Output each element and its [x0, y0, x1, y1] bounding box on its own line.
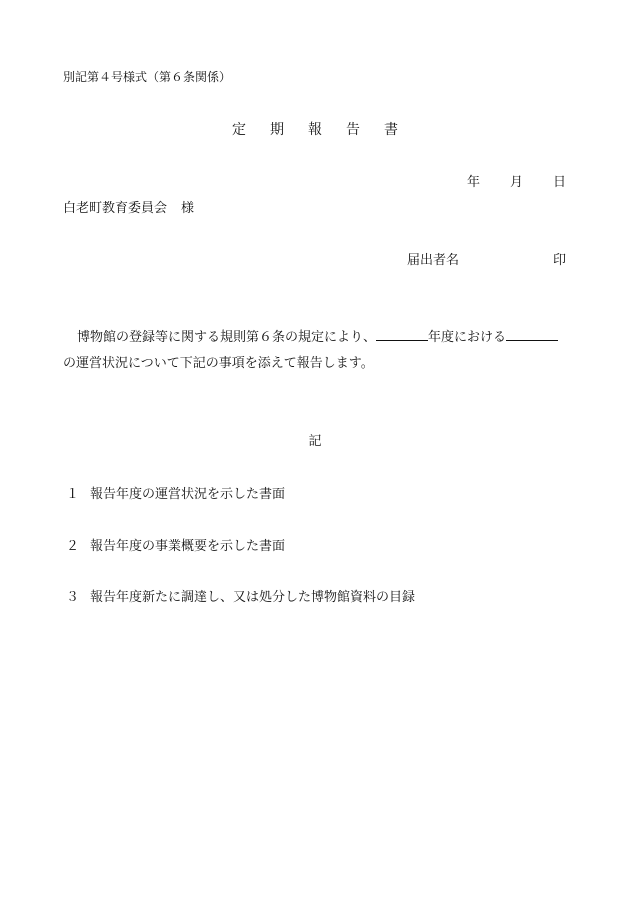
body-line-1 — [63, 325, 568, 351]
item-number: ３ — [66, 590, 80, 605]
date-row — [467, 171, 566, 190]
addressee-honorific: 様 — [181, 201, 195, 216]
body-text-part1: 博物館の登録等に関する規則第６条の規定により、 — [77, 330, 377, 345]
seal-label: 印 — [552, 253, 566, 268]
applicant-row — [407, 249, 566, 268]
item-text: 報告年度新たに調達し、又は処分した博物館資料の目録 — [90, 590, 416, 605]
title-char: 期 — [270, 122, 284, 138]
body-line-2: の運営状況について下記の事項を添えて報告します。 — [63, 356, 374, 371]
document-title — [0, 119, 630, 139]
museum-name-blank — [506, 328, 558, 341]
addressee — [63, 197, 194, 216]
form-label: 別記第４号様式（第６条関係） — [63, 70, 232, 84]
item-text: 報告年度の運営状況を示した書面 — [90, 487, 286, 502]
fiscal-year-blank — [376, 328, 428, 341]
ki-heading: 記 — [308, 434, 322, 449]
list-item — [66, 483, 285, 502]
day-label: 日 — [552, 175, 566, 190]
list-item — [66, 535, 285, 554]
title-char: 告 — [346, 122, 360, 138]
item-text: 報告年度の事業概要を示した書面 — [90, 539, 286, 554]
item-number: ２ — [66, 539, 80, 554]
list-item — [66, 586, 415, 605]
title-char: 定 — [232, 122, 246, 138]
item-number: １ — [66, 487, 80, 502]
body-paragraph — [63, 325, 568, 377]
addressee-name: 白老町教育委員会 — [63, 201, 168, 216]
year-label: 年 — [466, 175, 480, 190]
month-label: 月 — [509, 175, 523, 190]
title-char: 報 — [308, 122, 322, 138]
body-text-part2: 年度における — [428, 330, 507, 345]
applicant-label: 届出者名 — [406, 253, 459, 268]
title-char: 書 — [384, 122, 398, 138]
